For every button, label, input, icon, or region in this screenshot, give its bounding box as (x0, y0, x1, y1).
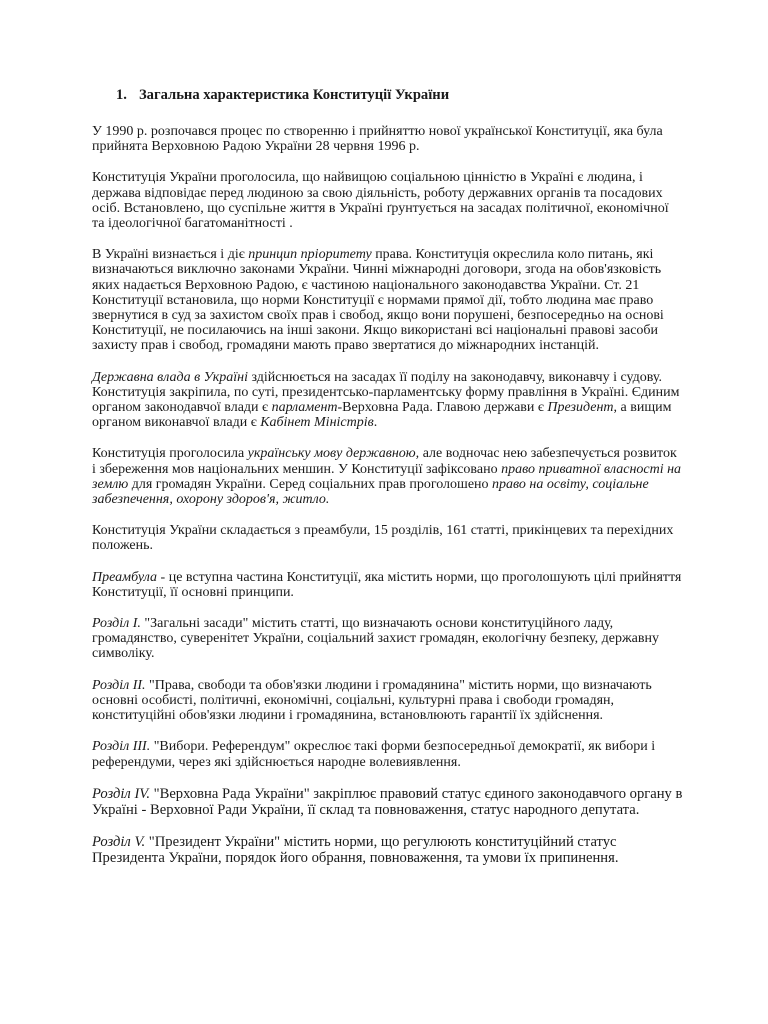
text-run: здійснюється на засадах її поділу на законодавчу, виконавчу і судову. Конституція закріпила, по суті, президентсько-парламентську форму правління в Україні. Єдиним органом законодавчої влади є (92, 369, 680, 416)
paragraph-section-3 (92, 739, 684, 769)
paragraph-preamble (92, 570, 684, 600)
paragraph-human-value (92, 170, 684, 231)
text-run: Конституція України складається з преамбули, 15 розділів, 161 статті, прикінцевих та перехідних положень. (92, 523, 674, 554)
paragraph-section-2 (92, 678, 684, 724)
paragraph-state-power (92, 370, 684, 431)
section-heading (116, 86, 684, 104)
text-run: "Вибори. Референдум" окреслює такі форми безпосередньої демократії, як вибори і референдуми, через які здійснюється народне волевиявлення. (92, 739, 656, 770)
text-run-italic: Кабінет Міністрів (260, 415, 374, 431)
text-run-italic: Президент (547, 400, 614, 416)
text-run: "Права, свободи та обов'язки людини і громадянина" містить норми, що визначають основні особисті, політичні, економічні, соціальні, культурні права і свободи громадян, конституційні обов'язки людини і громадянина, встановлюють гарантії їх здійснення. (92, 677, 652, 724)
text-run: Конституція України проголосила, що найвищою соціальною цінністю в Україні є людина, і держава відповідає перед людиною за свою діяльність, роботу державних органів та посадових осіб. Встановлено, що суспільне життя в Україні ґрунтується на засадах політичної, економічної та ідеологічної багатоманітності . (92, 170, 669, 232)
paragraph-section-1 (92, 616, 684, 662)
text-run: У 1990 р. розпочався процес по створенню і прийняттю нової української Конституції, яка була прийнята Верховною Радою України 28 червня 1996 р. (92, 124, 663, 155)
text-run-italic: Розділ V. (92, 833, 146, 850)
document-page (92, 86, 684, 882)
text-run-italic: Розділ І. (92, 616, 141, 632)
text-run-italic: принцип пріоритету (248, 247, 372, 263)
text-run-italic: право на освіту, соціальне забезпечення, охорону здоров'я, житло. (92, 476, 649, 508)
paragraph-rule-of-law (92, 247, 684, 353)
text-run: , а вищим органом виконавчої влади є (92, 400, 672, 431)
text-run: для громадян України. Серед соціальних прав проголошено (128, 476, 493, 492)
heading-title: Загальна характеристика Конституції України (138, 87, 450, 103)
text-run-italic: Преамбула (92, 569, 158, 585)
paragraph-section-5 (92, 834, 684, 866)
text-run-italic: Державна влада в Україні (92, 369, 248, 385)
paragraph-adoption (92, 124, 684, 154)
text-run: "Загальні засади" містить статті, що визначають основи конституційного ладу, громадянство, суверенітет України, соціальний захист громадян, екологічну безпеку, державну символіку. (92, 616, 659, 662)
text-run: але водночас нею забезпечується розвиток і збереження мов національних меншин. У Конституції зафіксовано (92, 446, 677, 477)
text-run: . (373, 415, 378, 431)
text-run-italic: українську мову державною, (247, 446, 420, 462)
heading-number: 1. (116, 87, 127, 103)
text-run: - це вступна частина Конституції, яка містить норми, що проголошують цілі прийняття Конституції, її основні принципи. (92, 569, 682, 600)
text-run: Конституція проголосила (92, 446, 248, 462)
text-run-italic: Розділ ІІІ. (92, 739, 151, 755)
text-run-italic: Розділ IV. (92, 785, 150, 802)
text-run: -Верховна Рада. Главою держави є (337, 400, 548, 416)
text-run-italic: парламент (271, 400, 338, 416)
text-run-italic: Розділ ІІ. (92, 677, 146, 693)
paragraph-structure (92, 523, 684, 553)
text-run-italic: право приватної власності на землю (92, 461, 682, 492)
text-run: В Україні визнається і діє (92, 247, 249, 263)
text-run: "Президент України" містить норми, що регулюють конституційний статус Президента України, порядок його обрання, повноваження, та умови їх припинення. (92, 833, 619, 866)
paragraph-section-4 (92, 786, 684, 818)
text-run: "Верховна Рада України" закріплює правовий статус єдиного законодавчого органу в Україні - Верховної Ради України, її склад та повноваження, статус народного депутата. (92, 785, 683, 818)
paragraph-language-rights (92, 446, 684, 507)
text-run: права. Конституція окреслила коло питань, які визначаються виключно законами України. Чинні міжнародні договори, згода на обов'язковість яких надається Верховною Радою, є частиною національного законодавства України. Ст. 21 Конституції встановила, що норми Конституції є нормами прямої дії, тобто людина має право звернутися в суд за захистом своїх прав і свобод, якщо вони порушені, безпосередньо на основі Конституції, не посилаючись на інші закони. Якщо використані всі національні правові засоби захисту прав і свобод, громадяни мають право звертатися до міжнародних інстанцій. (92, 247, 664, 354)
